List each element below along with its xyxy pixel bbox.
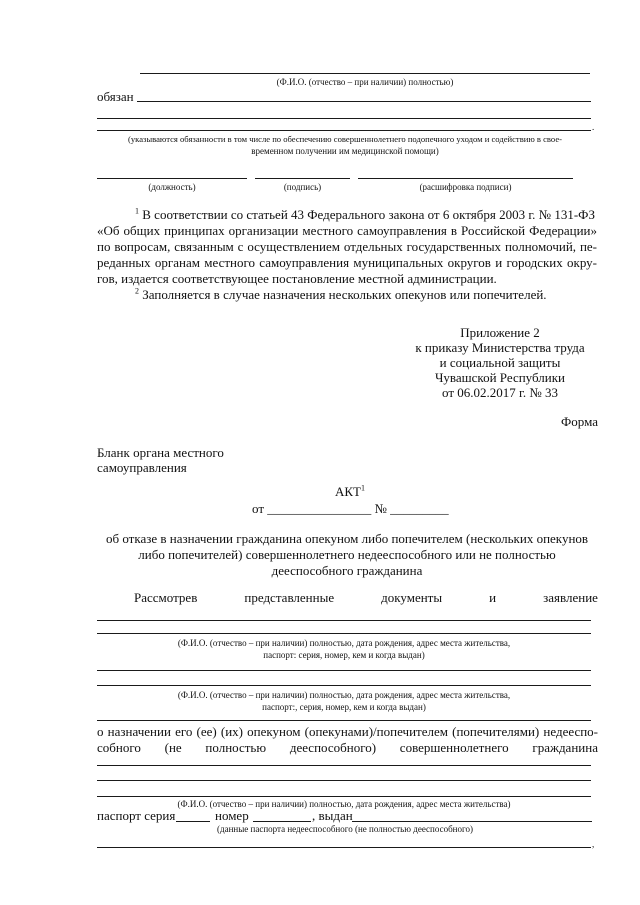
footnote-1-line5: гов, издается соответствующее постановление местной администрации. xyxy=(97,271,497,286)
appoint-word-6: гражданина xyxy=(532,740,598,755)
signature-caption: (подпись) xyxy=(283,182,322,192)
ward-line-1[interactable] xyxy=(97,765,591,766)
fio-top-line[interactable] xyxy=(140,73,590,74)
act-title-mark: 1 xyxy=(361,483,365,493)
position-caption: (должность) xyxy=(148,182,196,192)
end-comma: , xyxy=(592,839,595,849)
letterhead xyxy=(97,445,224,475)
act-subject-line1: об отказе в назначении гражданина опекуном либо попечителем (нескольких опекунов xyxy=(105,531,589,546)
considered-word-5: заявление xyxy=(543,590,598,605)
ward-line-2[interactable] xyxy=(97,780,591,781)
appendix-line3: и социальной защиты xyxy=(439,355,561,370)
footnote-2-mark: 2 xyxy=(135,286,139,296)
appoint-word-3: полностью xyxy=(205,740,267,755)
footnote-1-line1: В соответствии со статьей 43 Федерального закона от 6 октября 2003 г. № 131-ФЗ xyxy=(139,207,595,222)
act-title xyxy=(300,484,400,499)
footnote-1-line4: реданных органам местного самоуправления муниципальных округов и городских окру- xyxy=(97,255,597,270)
act-subject xyxy=(92,531,602,579)
final-line[interactable] xyxy=(97,847,591,848)
duties-caption-line2: временном получении им медицинской помощи) xyxy=(251,146,439,156)
passport-number-field[interactable] xyxy=(253,821,311,822)
footnote-2-text: Заполняется в случае назначения нескольких опекунов или попечителей. xyxy=(139,287,547,302)
applicant2-line-2[interactable] xyxy=(97,685,591,686)
decoding-line[interactable] xyxy=(358,178,573,179)
act-date-field[interactable]: ________________ xyxy=(267,501,372,516)
appoint-word-2: (не xyxy=(164,740,182,755)
passport-caption: (данные паспорта недееспособного (не полностью дееспособного) xyxy=(217,824,473,834)
letterhead-line2: самоуправления xyxy=(97,460,187,475)
applicant3-line[interactable] xyxy=(97,720,591,721)
form-label: Форма xyxy=(561,414,598,429)
passport-series-label: паспорт серия xyxy=(97,808,176,823)
passport-series-field[interactable] xyxy=(176,821,210,822)
fio-caption: (Ф.И.О. (отчество – при наличии) полностью) xyxy=(276,77,454,87)
ward-line-3[interactable] xyxy=(97,796,591,797)
footnote-1-mark: 1 xyxy=(135,206,139,216)
appoint-row-2 xyxy=(97,740,598,756)
applicant2-caption-line2: паспорт:, серия, номер, кем и когда выдан) xyxy=(262,702,426,712)
act-from-label: от xyxy=(252,501,265,516)
footnote-1-line2: «Об общих принципах организации местного самоуправления в Российской Федерации» xyxy=(97,223,597,238)
appendix-line2: к приказу Министерства труда xyxy=(415,340,585,355)
considered-word-4: и xyxy=(489,590,497,605)
decoding-caption: (расшифровка подписи) xyxy=(419,182,512,192)
duties-line-2[interactable] xyxy=(97,130,591,131)
applicant1-line-1[interactable] xyxy=(97,620,591,621)
act-subject-line2: либо попечителей) совершеннолетнего недееспособного или не полностью xyxy=(138,547,556,562)
applicant1-line-2[interactable] xyxy=(97,633,591,634)
act-subject-line3: дееспособного гражданина xyxy=(271,563,423,578)
considered-word-2: представленные xyxy=(244,590,335,605)
footnote-1-line3: по вопросам, связанным с осуществлением отдельных государственных полномочий, пе- xyxy=(97,239,597,254)
position-line[interactable] xyxy=(97,178,247,179)
applicant1-caption-line2: паспорт: серия, номер, кем и когда выдан) xyxy=(263,650,425,660)
appoint-word-5: совершеннолетнего xyxy=(399,740,509,755)
appoint-word-1: собного xyxy=(97,740,141,755)
act-date-number xyxy=(252,501,449,516)
trailing-dot: . xyxy=(592,122,595,132)
considered-row xyxy=(134,590,598,606)
applicant2-line-1[interactable] xyxy=(97,670,591,671)
passport-issued-field[interactable] xyxy=(352,821,592,822)
signature-line[interactable] xyxy=(255,178,350,179)
act-title-text: АКТ xyxy=(335,484,361,499)
considered-word-3: документы xyxy=(381,590,443,605)
act-number-field[interactable]: _________ xyxy=(390,501,449,516)
letterhead-line1: Бланк органа местного xyxy=(97,445,224,460)
act-number-label: № xyxy=(374,501,387,516)
passport-issued-label: , выдан xyxy=(312,808,353,823)
ward-caption: (Ф.И.О. (отчество – при наличии) полностью, дата рождения, адрес места жительства) xyxy=(177,799,511,809)
passport-number-label: номер xyxy=(215,808,249,823)
appoint-line1: о назначении его (ее) (их) опекуном (опекунами)/попечителем (попечителями) недееспо- xyxy=(97,724,598,739)
duties-caption-line1: (указываются обязанности в том числе по обеспечению совершеннолетнего подопечного уходом и содействию в свое- xyxy=(127,134,563,144)
duties-line-1[interactable] xyxy=(97,118,591,119)
appendix-line1: Приложение 2 xyxy=(460,325,540,340)
appendix-line5: от 06.02.2017 г. № 33 xyxy=(441,385,559,400)
appoint-word-4: дееспособного) xyxy=(289,740,377,755)
appendix-block xyxy=(400,325,600,400)
footnote-1 xyxy=(97,207,597,303)
appendix-line4: Чувашской Республики xyxy=(434,370,566,385)
considered-word-1: Рассмотрев xyxy=(134,590,198,605)
obliged-label: обязан xyxy=(97,89,134,104)
obliged-line[interactable] xyxy=(137,101,591,102)
applicant2-caption-line1: (Ф.И.О. (отчество – при наличии) полностью, дата рождения, адрес места жительства, xyxy=(177,690,511,700)
applicant1-caption-line1: (Ф.И.О. (отчество – при наличии) полностью, дата рождения, адрес места жительства, xyxy=(177,638,511,648)
